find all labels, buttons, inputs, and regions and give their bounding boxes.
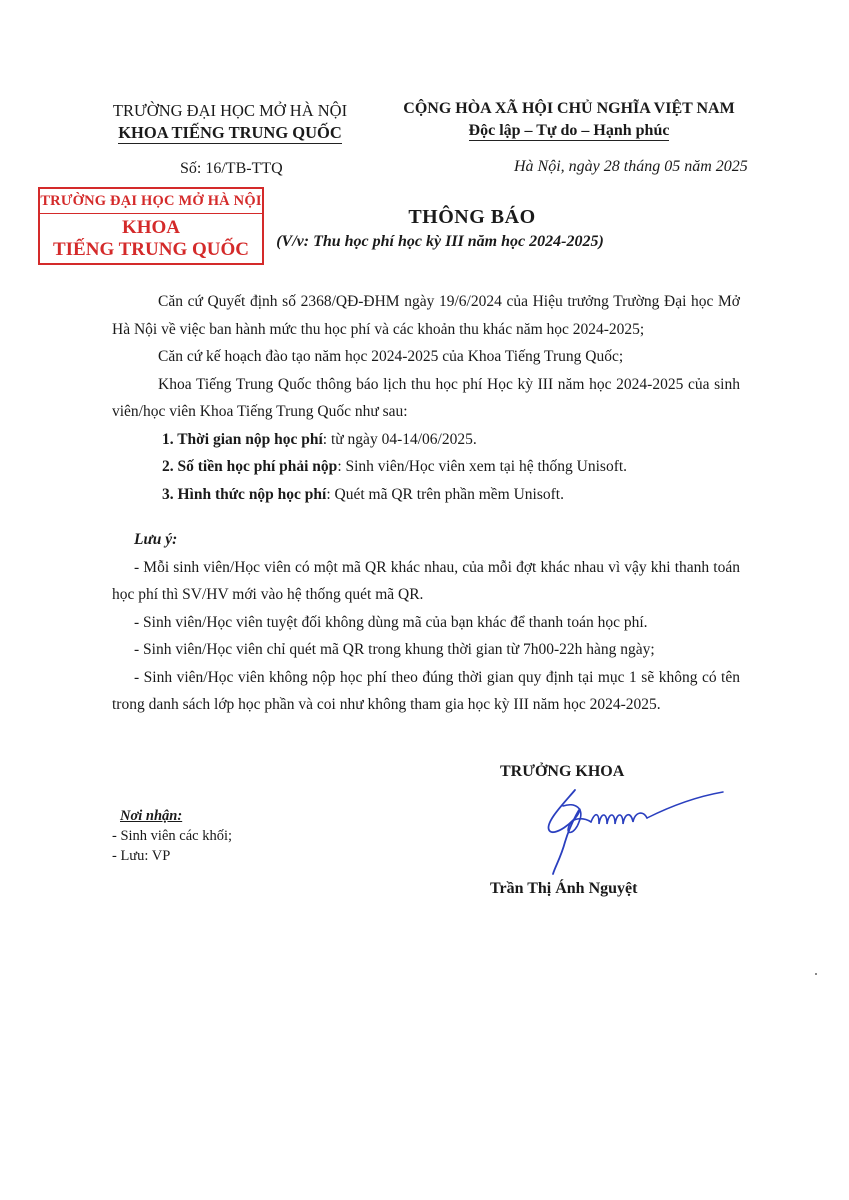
stamp-khoa: KHOA [121, 217, 181, 238]
document-body [112, 288, 740, 719]
document-number: Số: 16/TB-TTQ [180, 160, 283, 177]
basis-paragraph-2: Căn cứ kế hoạch đào tạo năm học 2024-2025 của Khoa Tiếng Trung Quốc; [158, 348, 624, 365]
issuer-block [90, 100, 370, 144]
note-item: - Mỗi sinh viên/Học viên có một mã QR khác nhau, của mỗi đợt khác nhau vì vậy khi thanh toán học phí thì SV/HV mới vào hệ thống quét mã QR. [112, 558, 740, 603]
note-item: - Sinh viên/Học viên chỉ quét mã QR trong khung thời gian từ 7h00-22h hàng ngày; [134, 641, 655, 658]
item-fee-amount: 2. Số tiền học phí phải nộp: Sinh viên/Học viên xem tại hệ thống Unisoft. [162, 458, 628, 475]
notes-heading: Lưu ý: [134, 531, 178, 548]
stamp-faculty: TIẾNG TRUNG QUỐC [52, 239, 249, 260]
document-date: Hà Nội, ngày 28 tháng 05 năm 2025 [514, 158, 748, 175]
document-subject: (V/v: Thu học phí học kỳ III năm học 2024-2025) [276, 233, 604, 250]
announcement-paragraph: Khoa Tiếng Trung Quốc thông báo lịch thu học phí Học kỳ III năm học 2024-2025 của sinh viên/học viên Khoa Tiếng Trung Quốc như sau: [112, 375, 740, 420]
university-name: TRƯỜNG ĐẠI HỌC MỞ HÀ NỘI [112, 101, 348, 120]
signer-name: Trần Thị Ánh Nguyệt [490, 880, 638, 897]
signer-title: TRƯỞNG KHOA [500, 763, 625, 780]
stamp-university: TRƯỜNG ĐẠI HỌC MỞ HÀ NỘI [40, 189, 262, 214]
basis-paragraph-1: Căn cứ Quyết định số 2368/QĐ-ĐHM ngày 19/6/2024 của Hiệu trưởng Trường Đại học Mở Hà Nội về việc ban hành mức thu học phí và các khoản thu khác năm học 2024-2025; [112, 293, 740, 338]
recipient-item: - Lưu: VP [112, 848, 171, 864]
faculty-name: KHOA TIẾNG TRUNG QUỐC [118, 123, 342, 142]
faculty-stamp [38, 187, 264, 265]
scan-speck [815, 973, 817, 975]
note-item: - Sinh viên/Học viên tuyệt đối không dùng mã của bạn khác để thanh toán học phí. [134, 613, 648, 631]
country-name: CỘNG HÒA XÃ HỘI CHỦ NGHĨA VIỆT NAM [403, 100, 735, 117]
recipients-block [112, 806, 232, 866]
item-payment-method: 3. Hình thức nộp học phí: Quét mã QR trên phần mềm Unisoft. [162, 485, 564, 503]
motto: Độc lập – Tự do – Hạnh phúc [468, 122, 670, 139]
recipient-item: - Sinh viên các khối; [112, 828, 233, 844]
note-item: - Sinh viên/Học viên không nộp học phí theo đúng thời gian quy định tại mục 1 sẽ không có tên trong danh sách lớp học phần và coi như không tham gia học kỳ III năm học 2024-2025. [112, 668, 740, 713]
national-motto-block [372, 98, 766, 142]
handwritten-signature [535, 782, 735, 877]
document-title: THÔNG BÁO [408, 206, 536, 228]
item-payment-time: 1. Thời gian nộp học phí: từ ngày 04-14/06/2025. [162, 430, 477, 448]
recipients-heading: Nơi nhận: [120, 808, 183, 824]
